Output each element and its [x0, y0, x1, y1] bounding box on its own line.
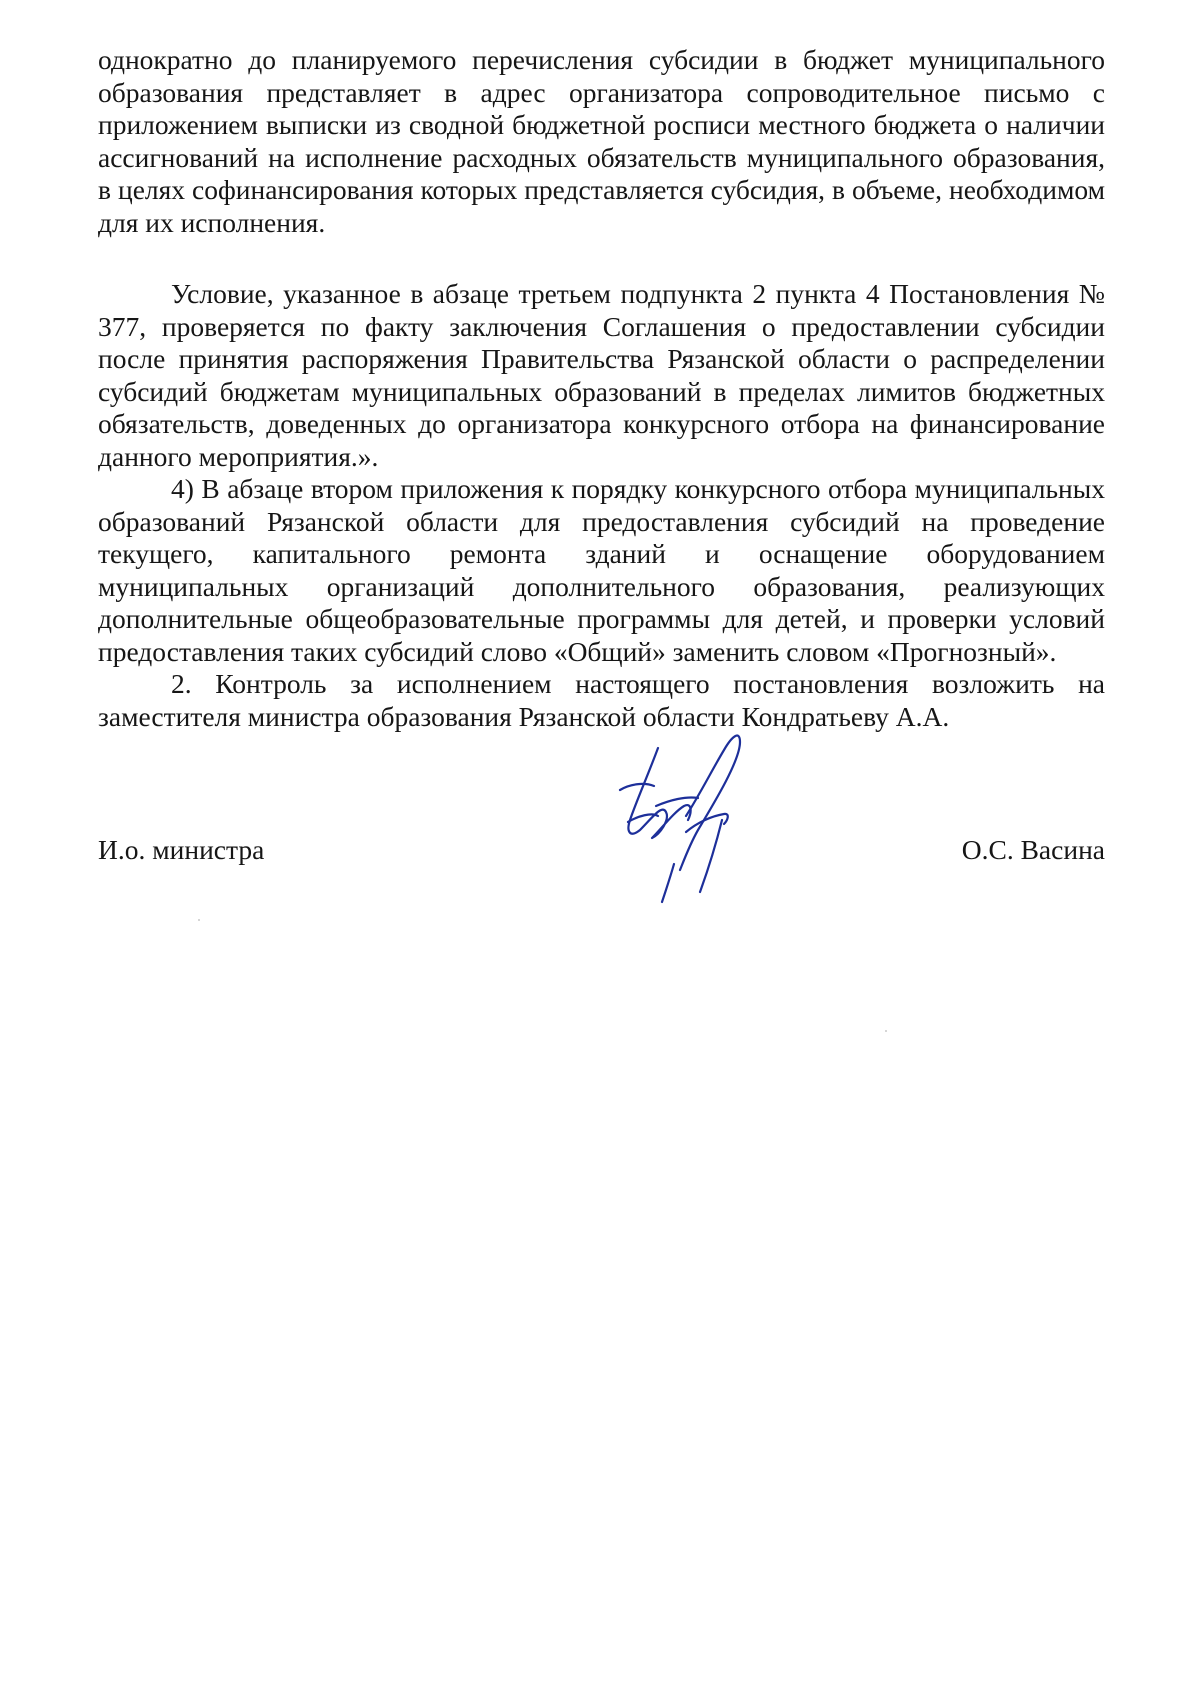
handwritten-signature — [600, 720, 830, 950]
paragraph-condition — [98, 278, 1105, 474]
paragraph-condition-text: Условие, указанное в абзаце третьем подпункта 2 пункта 4 Постановления № 377, проверяется по факту заключения Соглашения о предоставлении субсидии после принятия распоряжения Правительства Рязанской области о распределении субсидий бюджетам муниципальных образований в пределах лимитов бюджетных обязательств, доведенных до организатора конкурсного отбора на финансирование данного мероприятия.». — [98, 278, 1105, 472]
signer-name: О.С. Васина — [961, 834, 1105, 865]
paragraph-continuation-text: однократно до планируемого перечисления субсидии в бюджет муниципального образования представляет в адрес организатора сопроводительное письмо с приложением выписки из сводной бюджетной росписи местного бюджета о наличии ассигнований на исполнение расходных обязательств муниципального образования, в целях софинансирования которых представляется субсидия, в объеме, необходимом для их исполнения. — [98, 44, 1105, 238]
scan-speck — [198, 919, 200, 921]
signer-position: И.о. министра — [98, 834, 265, 865]
paragraph-item-2-text: 2. Контроль за исполнением настоящего постановления возложить на заместителя министра образования Рязанской области Кондратьеву А.А. — [98, 668, 1105, 732]
paragraph-item-4-text: 4) В абзаце втором приложения к порядку конкурсного отбора муниципальных образований Рязанской области для предоставления субсидий на проведение текущего, капитального ремонта зданий и оснащение оборудованием муниципальных организаций дополнительного образования, реализующих дополнительные общеобразовательные программы для детей, и проверки условий предоставления таких субсидий слово «Общий» заменить словом «Прогнозный». — [98, 473, 1105, 667]
paragraph-continuation — [98, 44, 1105, 240]
paragraph-item-4 — [98, 473, 1105, 669]
scan-speck — [885, 1030, 887, 1032]
